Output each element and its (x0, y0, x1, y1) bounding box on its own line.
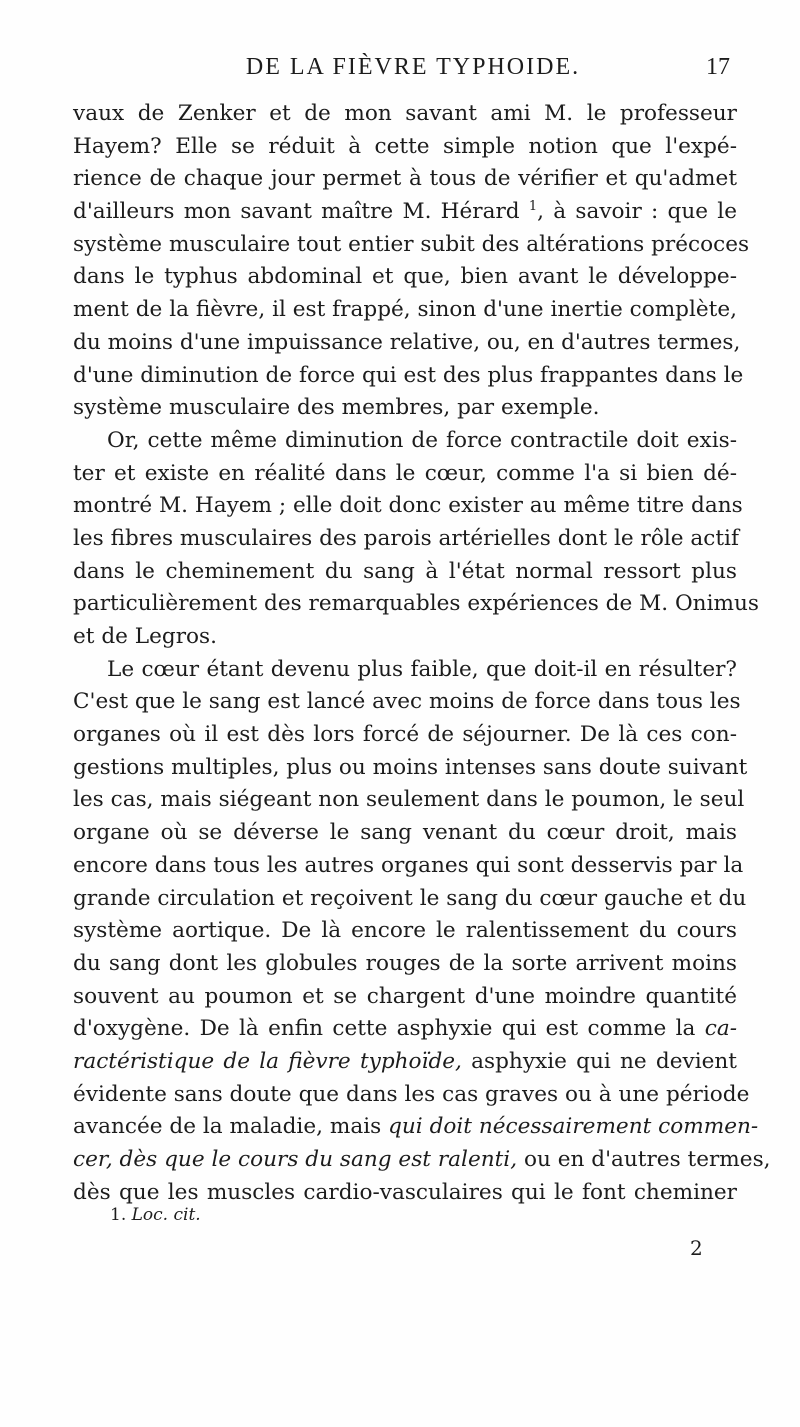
footnote-reference: 1 (528, 199, 538, 215)
text-line (73, 196, 737, 229)
text-segment: vaux de Zenker et de mon savant ami M. le professeur (73, 101, 737, 126)
footnote (110, 1203, 201, 1227)
text-segment: évidente sans doute que dans les cas graves ou à une période (73, 1081, 750, 1107)
text-segment: asphyxie qui ne devient (461, 1048, 737, 1074)
text-line (73, 654, 737, 687)
page-number: 17 (706, 54, 730, 80)
text-segment: avancée de la maladie, mais (73, 1114, 389, 1140)
text-line (73, 1111, 759, 1144)
signature-mark: 2 (690, 1236, 703, 1260)
text-segment: rience de chaque jour permet à tous de vérifier et qu'admet (73, 166, 737, 192)
italic-text: qui doit nécessairement commen- (388, 1114, 759, 1140)
text-segment: les cas, mais siégeant non seulement dans le poumon, le seul (73, 787, 745, 813)
italic-text: ractéristique de la fièvre typhoïde, (73, 1048, 462, 1074)
text-line (73, 817, 737, 850)
text-segment: ment de la fièvre, il est frappé, sinon d'une inertie complète, (73, 297, 737, 323)
text-line (73, 1013, 737, 1046)
text-segment: souvent au poumon et se chargent d'une moindre quantité (73, 983, 737, 1009)
text-segment: dans le cheminement du sang à l'état normal ressort plus (73, 558, 737, 584)
text-segment: Or, cette même diminution de force contractile doit exis- (107, 427, 737, 453)
text-segment: , à savoir : que le (537, 199, 737, 225)
text-line (73, 981, 737, 1014)
text-segment: grande circulation et reçoivent le sang du cœur gauche et du (73, 885, 747, 911)
text-line (73, 948, 737, 981)
text-line (73, 1144, 771, 1177)
text-line (73, 850, 744, 883)
text-line (73, 458, 737, 491)
text-line (73, 327, 741, 360)
text-segment: du sang dont les globules rouges de la sorte arrivent moins (73, 950, 737, 976)
text-segment: et de Legros. (73, 624, 217, 649)
text-segment: système musculaire tout entier subit des altérations précoces (73, 231, 750, 257)
text-line (73, 752, 748, 785)
footnote-number: 1. (110, 1205, 127, 1225)
text-segment: système musculaire des membres, par exemple. (73, 395, 600, 421)
text-line (73, 915, 737, 948)
text-segment: encore dans tous les autres organes qui sont desservis par la (73, 852, 744, 878)
text-segment: d'une diminution de force qui est des plus frappantes dans le (73, 362, 744, 388)
text-segment: gestions multiples, plus ou moins intenses sans doute suivant (73, 754, 748, 780)
text-line (73, 523, 737, 556)
text-segment: d'oxygène. De là enfin cette asphyxie qui est comme la (73, 1016, 705, 1042)
running-title: DE LA FIÈVRE TYPHOIDE. (245, 54, 581, 80)
text-segment: dès que les muscles cardio-vasculaires qui le font cheminer (73, 1179, 737, 1205)
text-segment: d'ailleurs mon savant maître M. Hérard (73, 199, 529, 225)
text-segment: dans le typhus abdominal et que, bien avant le développe- (73, 264, 737, 290)
italic-text: cer, dès que le cours du sang est ralenti, (73, 1147, 518, 1172)
text-segment: ter et existe en réalité dans le cœur, comme l'a si bien dé- (73, 460, 737, 486)
text-segment: ou en d'autres termes, (517, 1147, 771, 1172)
text-segment: particulièrement des remarquables expériences de M. Onimus (73, 591, 759, 617)
text-segment: Le cœur étant devenu plus faible, que doit-il en résulter? (107, 656, 737, 682)
text-line (73, 131, 737, 164)
text-segment: système aortique. De là encore le ralentissement du cours (73, 918, 737, 944)
text-line (73, 1046, 737, 1079)
text-line (73, 1079, 750, 1112)
text-segment: du moins d'une impuissance relative, ou, en d'autres termes, (73, 329, 741, 355)
text-line (73, 229, 750, 262)
text-line (73, 425, 737, 458)
text-line (73, 392, 737, 425)
text-segment: Hayem? Elle se réduit à cette simple notion que l'expé- (73, 133, 737, 159)
text-line (73, 719, 737, 752)
body-text (73, 98, 771, 1209)
text-segment: montré M. Hayem ; elle doit donc exister au même titre dans (73, 493, 743, 519)
footnote-text: Loc. cit. (131, 1205, 201, 1225)
text-line (73, 883, 747, 916)
text-line (73, 621, 737, 654)
text-line (73, 360, 744, 393)
text-segment: organes où il est dès lors forcé de séjourner. De là ces con- (73, 722, 737, 748)
text-line (73, 556, 737, 589)
text-line (73, 686, 741, 719)
text-line (73, 163, 737, 196)
text-line (73, 294, 737, 327)
text-line (73, 784, 745, 817)
text-line (73, 261, 737, 294)
text-line (73, 490, 743, 523)
text-line (73, 98, 737, 131)
italic-text: ca- (704, 1016, 737, 1042)
text-line (73, 588, 759, 621)
running-head (96, 52, 730, 82)
text-segment: organe où se déverse le sang venant du cœur droit, mais (73, 820, 737, 846)
text-segment: les fibres musculaires des parois artérielles dont le rôle actif (73, 525, 739, 551)
text-segment: C'est que le sang est lancé avec moins de force dans tous les (73, 689, 741, 715)
